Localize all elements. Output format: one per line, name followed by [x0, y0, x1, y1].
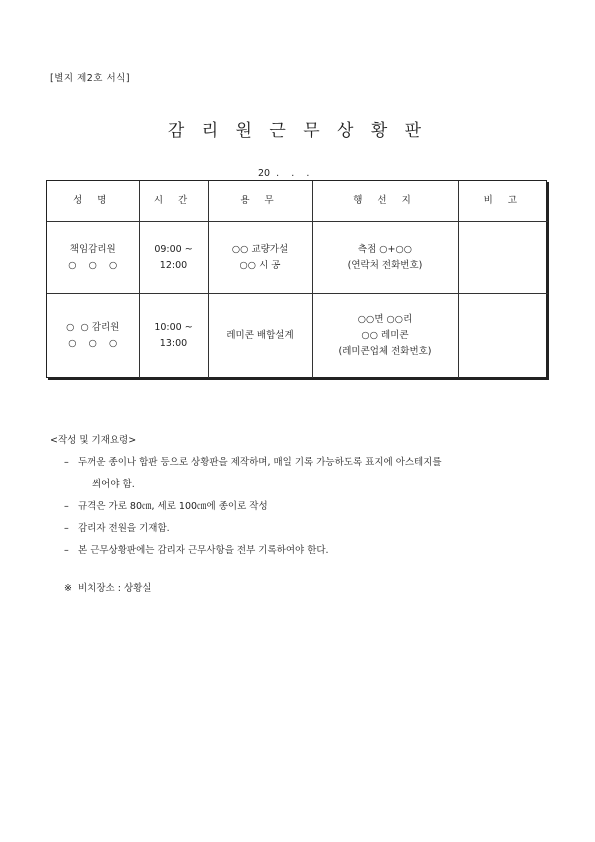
header-destination: 행 선 지	[312, 181, 458, 222]
writing-guide	[50, 430, 550, 562]
cell-line: 13:00	[159, 337, 188, 349]
cell-line: ○○면 ○○리	[357, 313, 413, 325]
cell-task	[208, 222, 312, 294]
cell-time	[139, 222, 208, 294]
header-time: 시 간	[139, 181, 208, 222]
guide-item	[50, 518, 550, 540]
cell-line: 10:00 ~	[154, 321, 193, 333]
guide-item	[50, 496, 550, 518]
header-name: 성 명	[47, 181, 139, 222]
cell-line: (레미콘업체 전화번호)	[338, 345, 432, 357]
cell-line: ○ ○ ○	[68, 337, 118, 349]
header-task: 용 무	[208, 181, 312, 222]
header-remarks: 비 고	[458, 181, 548, 222]
dash-bullet: –	[64, 523, 69, 534]
guide-item-continuation: 씌어야 함.	[92, 479, 135, 490]
cell-remarks	[458, 222, 548, 294]
cell-time	[139, 294, 208, 378]
cell-line: ○○ 교량가설	[231, 243, 289, 255]
cell-line: ○○ 시 공	[239, 259, 281, 271]
table-row	[47, 294, 548, 378]
dash-bullet: –	[64, 545, 69, 556]
cell-line: ○ ○ ○	[68, 259, 118, 271]
table-row	[47, 222, 548, 294]
cell-destination	[312, 222, 458, 294]
cell-remarks	[458, 294, 548, 378]
cell-line: (연락처 전화번호)	[347, 259, 423, 271]
placement-note: ※ 비치장소 : 상황실	[64, 583, 152, 594]
guide-item-text: 본 근무상황판에는 감리자 근무사항을 전부 기록하여야 한다.	[78, 545, 329, 556]
page-title: 감 리 원 근 무 상 황 판	[167, 121, 428, 141]
guide-item-text: 두꺼운 종이나 합판 등으로 상황판을 제작하며, 매일 기록 가능하도록 표지에 아스테지를	[78, 457, 442, 468]
cell-name	[47, 294, 139, 378]
guide-item-text: 규격은 가로 80㎝, 세로 100㎝에 종이로 작성	[78, 501, 268, 512]
cell-destination	[312, 294, 458, 378]
cell-line: ○○ 레미콘	[361, 329, 409, 341]
cell-line: ○ ○ 감리원	[66, 321, 120, 333]
cell-name	[47, 222, 139, 294]
cell-line: 12:00	[159, 259, 188, 271]
dash-bullet: –	[64, 457, 69, 468]
guide-heading: <작성 및 기재요령>	[50, 435, 137, 446]
cell-line: 책임감리원	[69, 243, 116, 255]
dash-bullet: –	[64, 501, 69, 512]
guide-item	[50, 540, 550, 562]
form-number: [별지 제2호 서식]	[50, 73, 131, 84]
guide-item	[50, 452, 550, 496]
cell-line: 09:00 ~	[154, 243, 193, 255]
cell-line: 측점 ○+○○	[357, 243, 413, 255]
cell-task	[208, 294, 312, 378]
status-board-table	[46, 180, 547, 378]
table-header-row	[47, 181, 548, 222]
guide-item-text: 감리자 전원을 기재함.	[78, 523, 170, 534]
cell-line: 레미콘 배합설계	[226, 329, 294, 341]
date-line: 20 . . .	[258, 168, 310, 179]
